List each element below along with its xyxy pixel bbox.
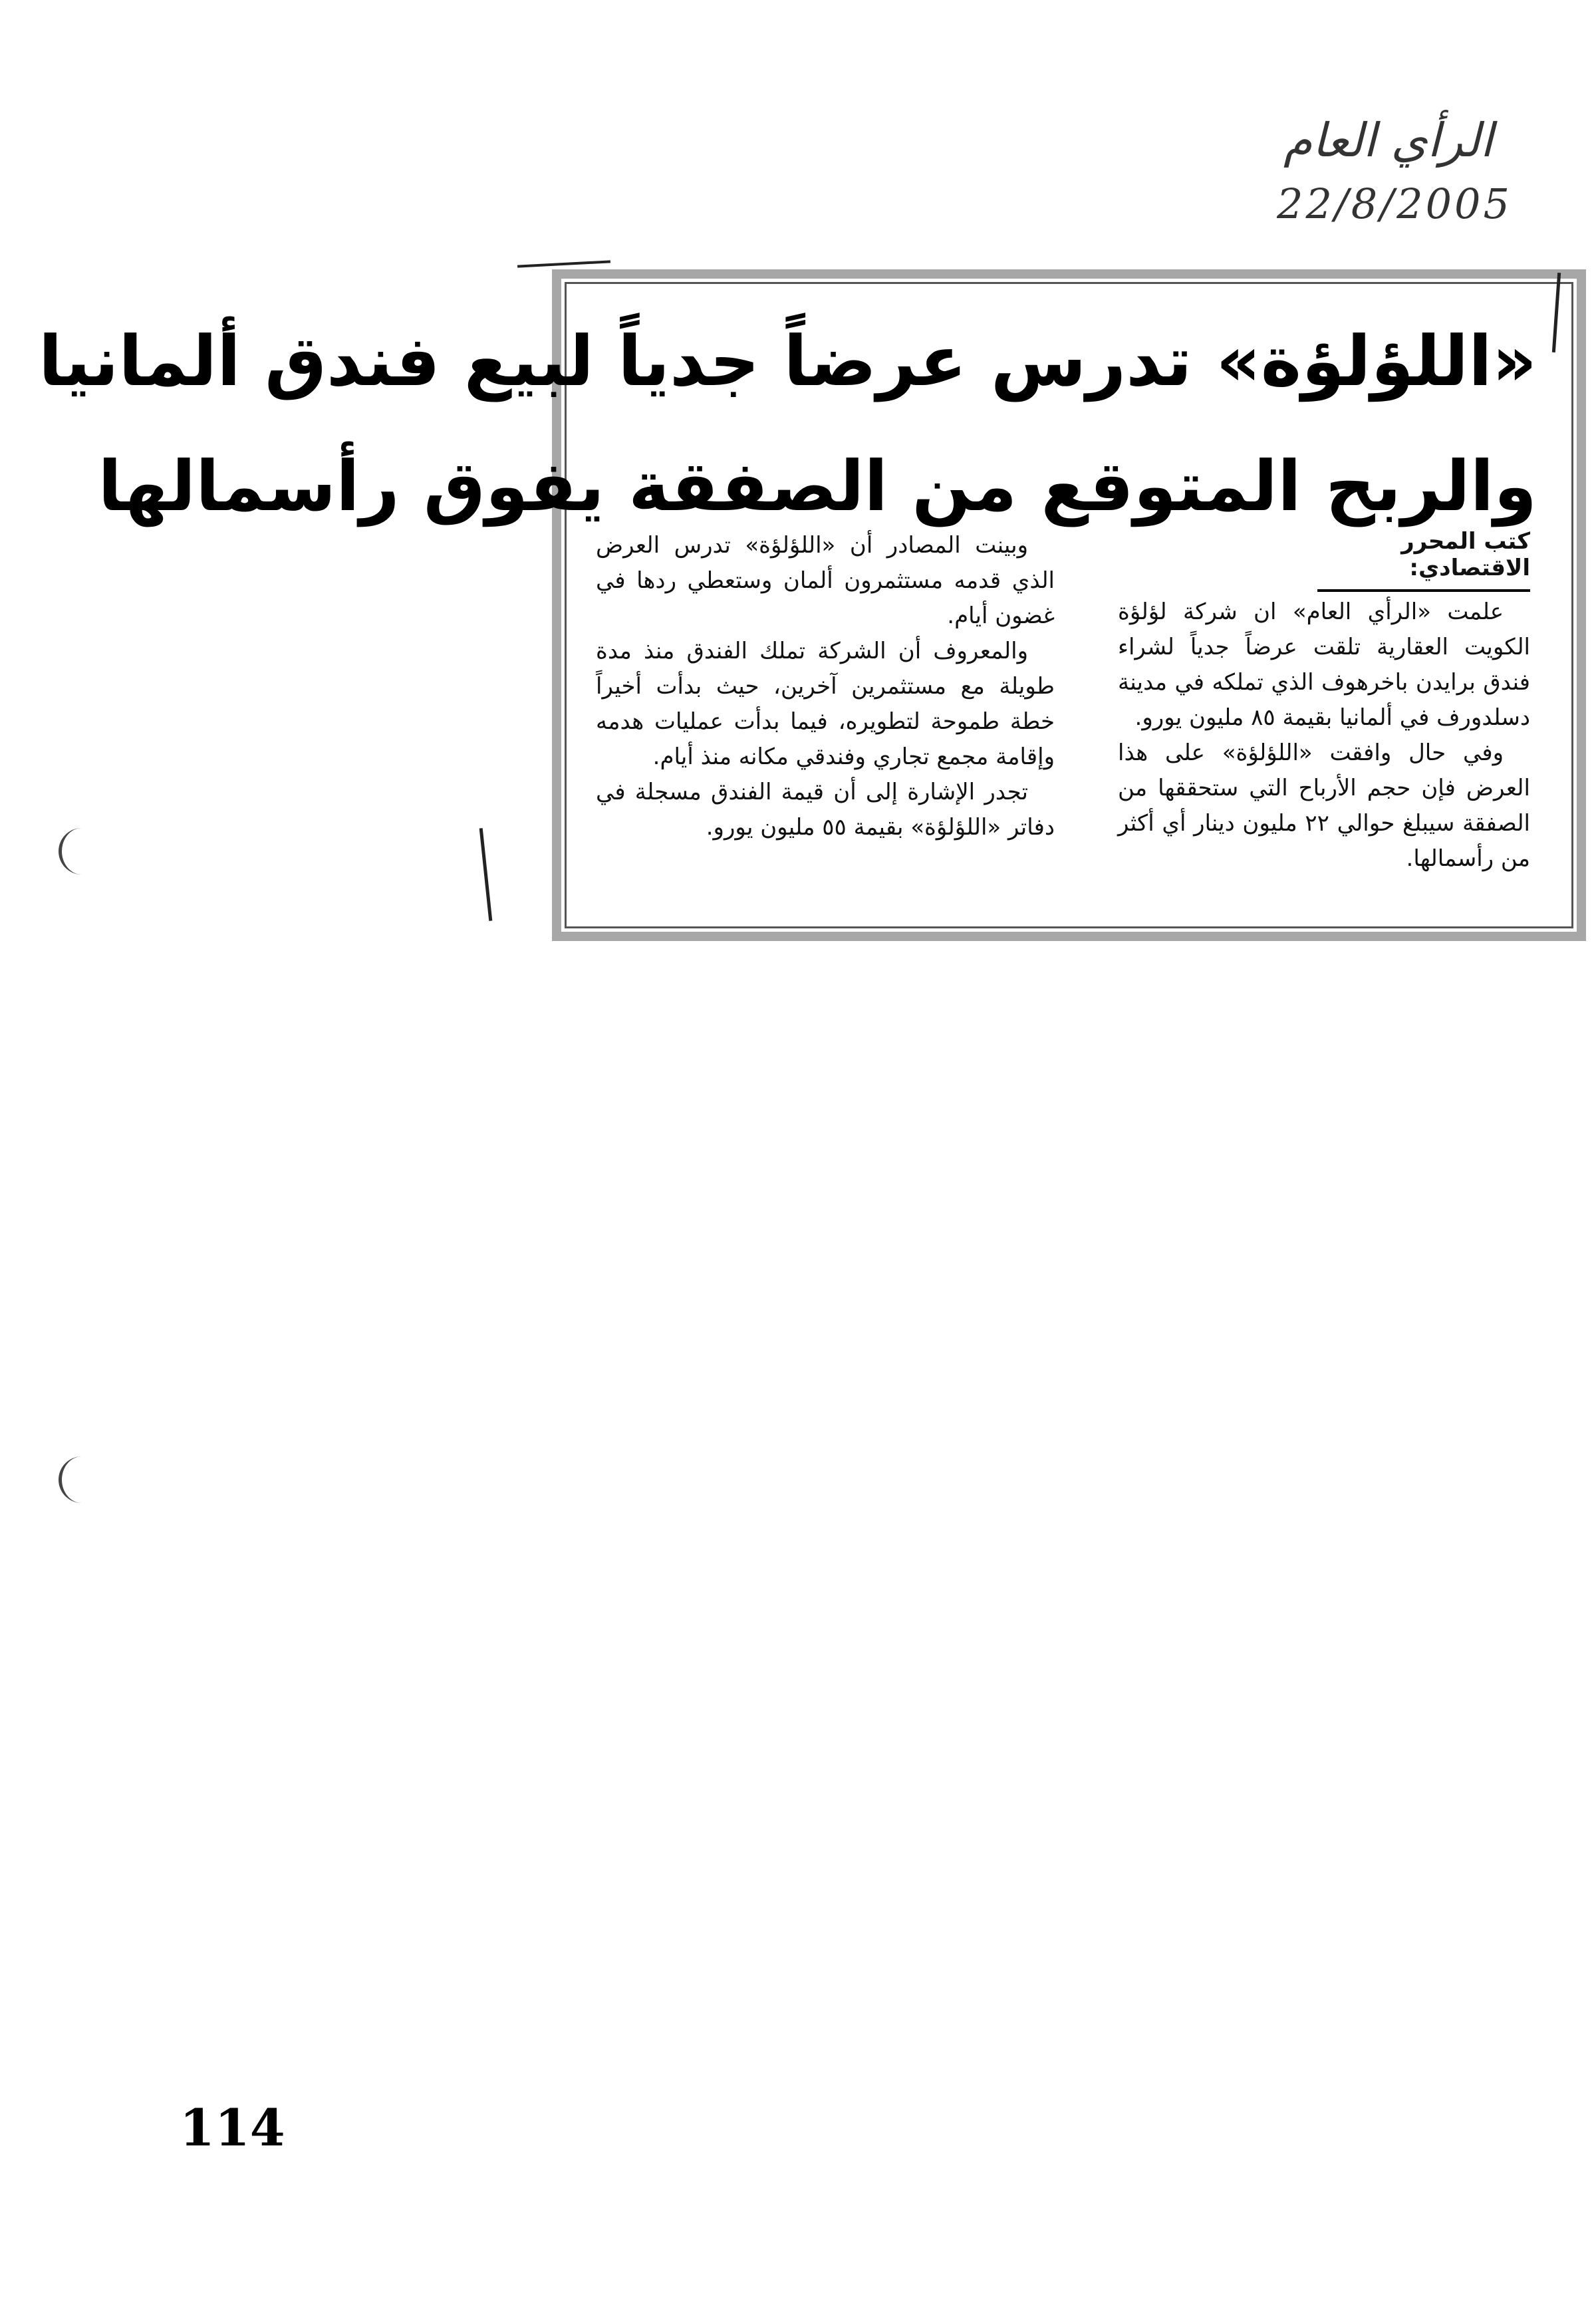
handwritten-source-note: الرأي العام: [1283, 113, 1494, 168]
article-paragraph: وبينت المصادر أن «اللؤلؤة» تدرس العرض الذي قدمه مستثمرون ألمان وستعطي ردها في غضون أيام.: [596, 532, 1055, 629]
article-paragraph: تجدر الإشارة إلى أن قيمة الفندق مسجلة في دفاتر «اللؤلؤة» بقيمة ٥٥ مليون يورو.: [596, 779, 1055, 841]
article-column-right: [1118, 595, 1530, 877]
handwritten-date-note: 22/8/2005: [1277, 180, 1512, 228]
article-headline: [38, 299, 1537, 549]
article-byline: كتب المحرر الاقتصادي:: [1317, 528, 1530, 592]
headline-line-2: والربح المتوقع من الصفقة يفوق رأسمالها: [98, 446, 1537, 527]
pen-mark-top: [517, 260, 610, 267]
binder-hole-icon: [59, 828, 88, 875]
newspaper-clipping: [38, 269, 1586, 941]
pen-mark-left: [479, 828, 493, 921]
page-number: 114: [180, 2098, 285, 2157]
article-paragraph: وفي حال وافقت «اللؤلؤة» على هذا العرض فإن حجم الأرباح التي ستحققها من الصفقة سيبلغ حوالي ٢٢ مليون دينار أي أكثر من رأسمالها.: [1118, 740, 1530, 872]
article-paragraph: والمعروف أن الشركة تملك الفندق منذ مدة طويلة مع مستثمرين آخرين، حيث بدأت أخيراً خطة طموحة لتطويره، فيما بدأت عمليات هدمه وإقامة مجمع تجاري وفندقي مكانه منذ أيام.: [596, 638, 1055, 770]
headline-line-1: «اللؤلؤة» تدرس عرضاً جدياً لبيع فندق ألمانيا: [38, 321, 1537, 402]
article-paragraph: علمت «الرأي العام» ان شركة لؤلؤة الكويت العقارية تلقت عرضاً جدياً لشراء فندق برايدن باخرهوف الذي تملكه في مدينة دسلدورف في ألمانيا بقيمة ٨٥ مليون يورو.: [1118, 599, 1530, 731]
binder-hole-icon: [59, 1456, 88, 1503]
article-column-left: [596, 528, 1055, 845]
